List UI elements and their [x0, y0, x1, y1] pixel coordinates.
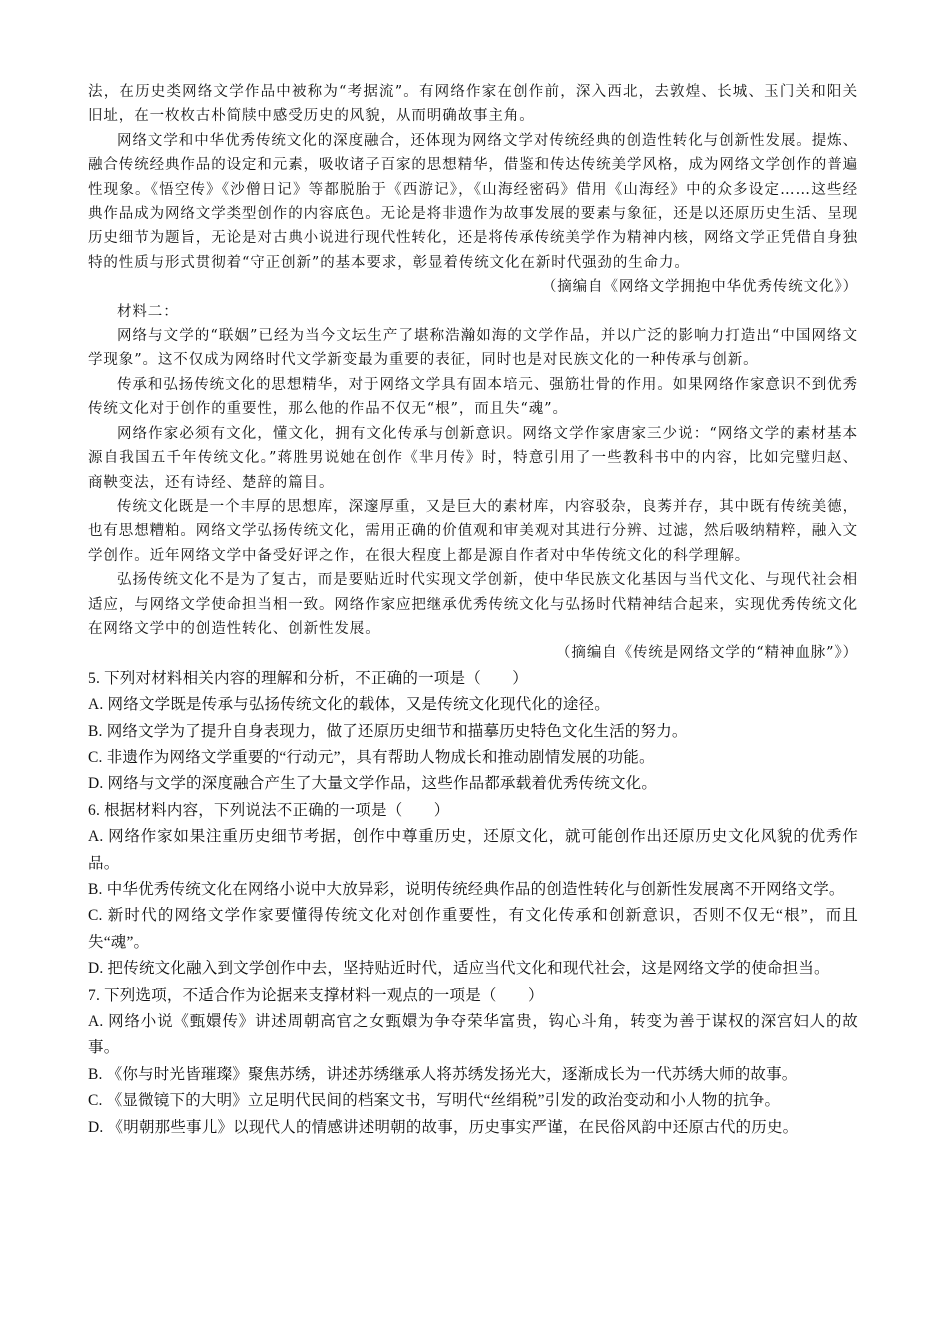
question-list — [88, 666, 858, 1141]
option-a: A. 网络文学既是传承与弘扬传统文化的载体，又是传统文化现代化的途径。 — [88, 696, 610, 714]
option-b: B. 《你与时光皆璀璨》聚焦苏绣，讲述苏绣继承人将苏绣发扬光大，逐渐成长为一代苏绣大师的故事。 — [88, 1065, 798, 1083]
option-c: C. 非遗作为网络文学重要的“行动元”，具有帮助人物成长和推动剧情发展的功能。 — [88, 748, 655, 766]
material-two-paragraph-4: 传统文化既是一个丰厚的思想库，深邃厚重，又是巨大的素材库，内容驳杂，良莠并存，其中既有传统美德，也有思想糟粕。网络文学弘扬传统文化，需用正确的价值观和审美观对其进行分辨、过滤，然后吸纳精粹，融入文学创作。近年网络文学中备受好评之作，在很大程度上都是源自作者对中华传统文化的科学理解。 — [88, 498, 858, 564]
material-one-paragraph-continued: 法，在历史类网络文学作品中被称为“考据流”。有网络作家在创作前，深入西北，去敦煌、长城、玉门关和阳关旧址，在一枚枚古朴简牍中感受历史的风貌，从而明确故事主角。 — [88, 84, 858, 125]
material-one-source: （摘编自《网络文学拥抱中华优秀传统文化》） — [541, 279, 858, 296]
material-two-paragraph-2: 传承和弘扬传统文化的思想精华，对于网络文学具有固本培元、强筋壮骨的作用。如果网络作家意识不到优秀传统文化对于创作的重要性，那么他的作品不仅无“根”，而且失“魂”。 — [88, 376, 858, 418]
question-stem: 5. 下列对材料相关内容的理解和分析，不正确的一项是（ ） — [88, 669, 529, 687]
option-d: D. 把传统文化融入到文学创作中去，坚持贴近时代，适应当代文化和现代社会，这是网络文学的使命担当。 — [88, 960, 830, 978]
option-a: A. 网络作家如果注重历史细节考据，创作中尊重历史，还原文化，就可能创作出还原历史文化风貌的优秀作品。 — [88, 828, 858, 872]
question-6 — [88, 798, 858, 983]
material-two-paragraph-1: 网络与文学的“联姻”已经为当今文坛生产了堪称浩瀚如海的文学作品，并以广泛的影响力打造出“中国网络文学现象”。这不仅成为网络时代文学新变最为重要的表征，同时也是对民族文化的一种传承与创新。 — [88, 328, 858, 369]
option-d: D. 《明朝那些事儿》以现代人的情感讲述明朝的故事，历史事实严谨，在民俗风韵中还原古代的历史。 — [88, 1118, 799, 1136]
option-a: A. 网络小说《甄嬛传》讲述周朝高官之女甄嬛为争夺荣华富贵，钩心斗角，转变为善于谋权的深宫妇人的故事。 — [88, 1013, 858, 1057]
material-two-source: （摘编自《传统是网络文学的“精神血脉”》） — [556, 645, 858, 662]
reading-passage — [88, 80, 858, 666]
material-two-heading: 材料二： — [117, 303, 179, 320]
material-two-paragraph-3: 网络作家必须有文化，懂文化，拥有文化传承与创新意识。网络文学作家唐家三少说：“网络文学的素材基本源自我国五千年传统文化。”蒋胜男说她在创作《芈月传》时，特意引用了一些教科书中的内容，比如完璧归赵、商鞅变法，还有诗经、楚辞的篇目。 — [88, 425, 858, 491]
question-7 — [88, 983, 858, 1141]
option-c: C. 《显微镜下的大明》立足明代民间的档案文书，写明代“丝绢税”引发的政治变动和小人物的抗争。 — [88, 1092, 781, 1110]
material-one-paragraph-2: 网络文学和中华优秀传统文化的深度融合，还体现为网络文学对传统经典的创造性转化与创新性发展。提炼、融合传统经典作品的设定和元素，吸收诸子百家的思想精华，借鉴和传达传统美学风格，成为网络文学创作的普遍性现象。《悟空传》《沙僧日记》等都脱胎于《西游记》，《山海经密码》借用《山海经》中的众多设定……这些经典作品成为网络文学类型创作的内容底色。无论是将非遗作为故事发展的要素与象征，还是以还原历史生活、呈现历史细节为题旨，无论是对古典小说进行现代性转化，还是将传承传统美学作为精神内核，网络文学正凭借自身独特的性质与形式贯彻着“守正创新”的基本要求，彰显着传统文化在新时代强劲的生命力。 — [88, 132, 858, 271]
material-two-paragraph-5: 弘扬传统文化不是为了复古，而是要贴近时代实现文学创新，使中华民族文化基因与当代文化、与现代社会相适应，与网络文学使命担当相一致。网络作家应把继承优秀传统文化与弘扬时代精神结合起来，实现优秀传统文化在网络文学中的创造性转化、创新性发展。 — [88, 572, 858, 637]
option-b: B. 中华优秀传统文化在网络小说中大放异彩，说明传统经典作品的创造性转化与创新性发展离不开网络文学。 — [88, 881, 845, 898]
question-stem: 6. 根据材料内容，下列说法不正确的一项是（ ） — [88, 801, 450, 819]
option-c: C. 新时代的网络文学作家要懂得传统文化对创作重要性，有文化传承和创新意识，否则不仅无“根”，而且失“魂”。 — [88, 907, 858, 951]
question-stem: 7. 下列选项，不适合作为论据来支撑材料一观点的一项是（ ） — [88, 986, 544, 1004]
option-d: D. 网络与文学的深度融合产生了大量文学作品，这些作品都承载着优秀传统文化。 — [88, 775, 658, 793]
option-b: B. 网络文学为了提升自身表现力，做了还原历史细节和描摹历史特色文化生活的努力。 — [88, 722, 688, 740]
question-5 — [88, 666, 858, 798]
